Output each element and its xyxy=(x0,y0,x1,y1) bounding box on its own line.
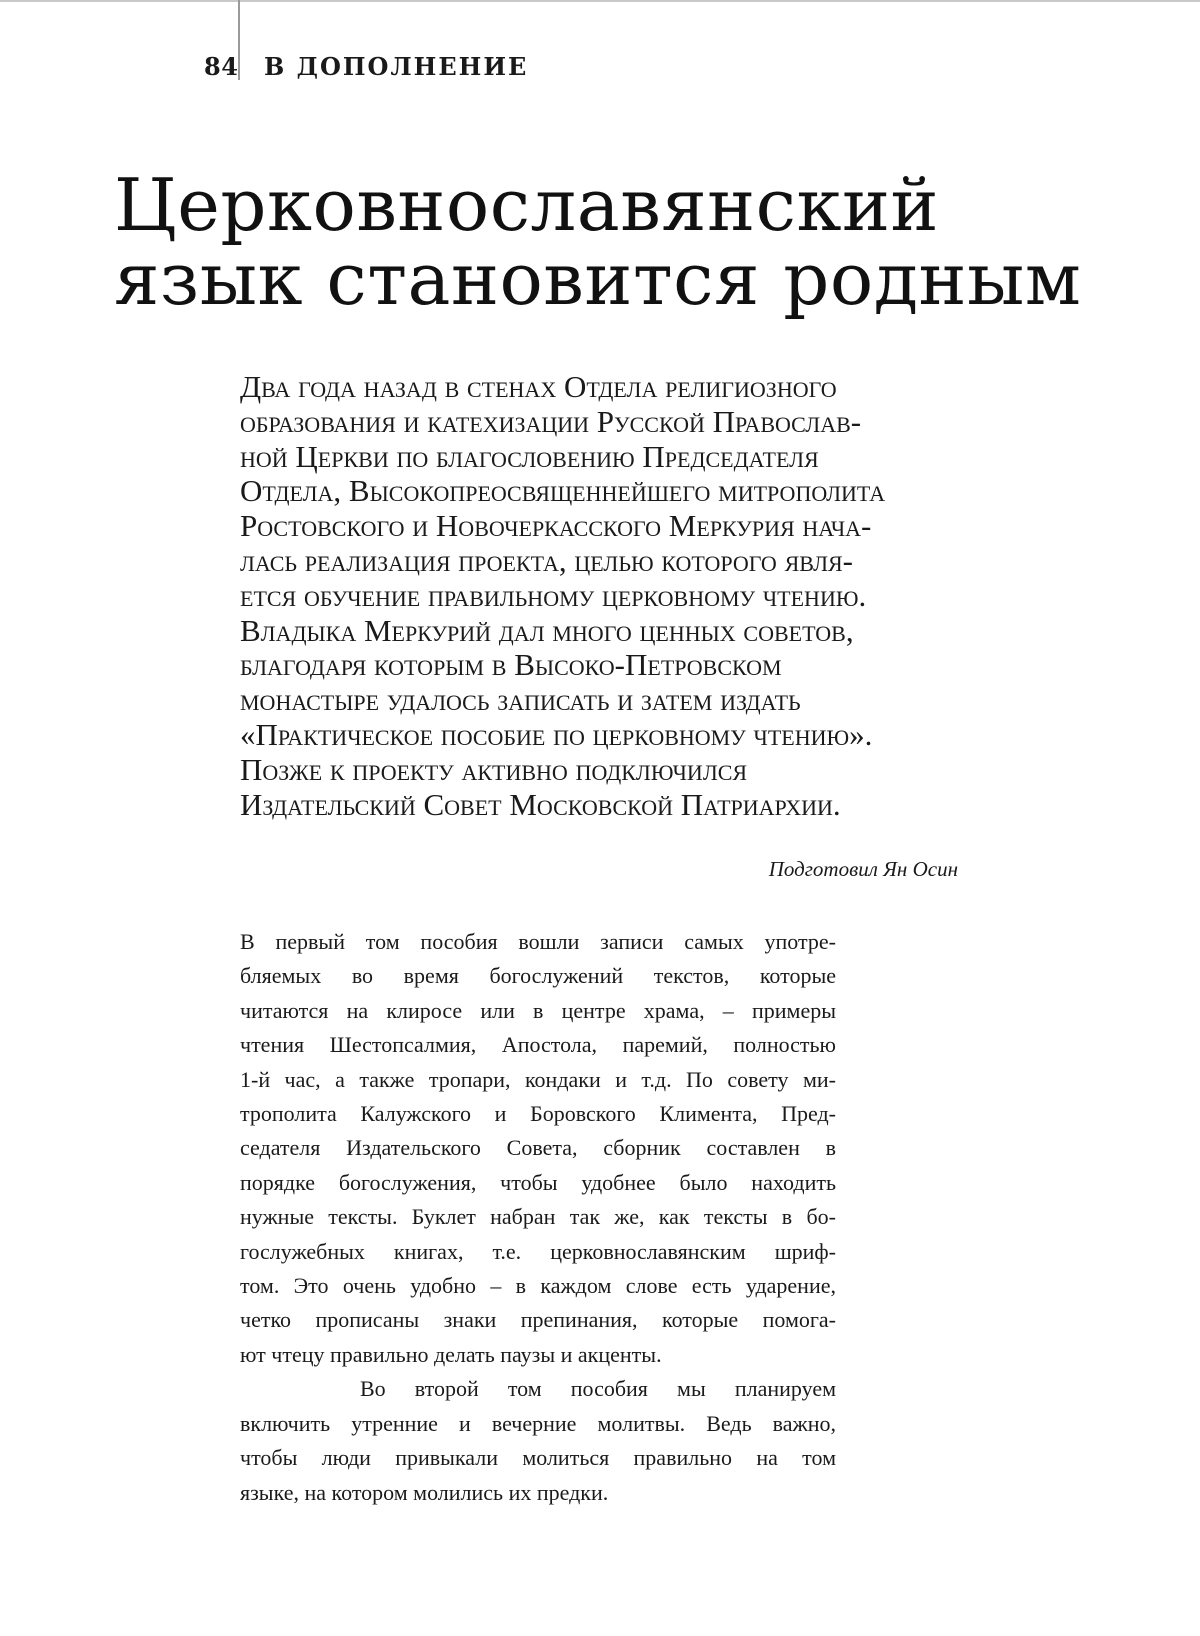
body-line: бляемых во время богослужений текстов, которые xyxy=(240,963,836,989)
lead-line: Отдела, Высокопреосвященнейшего митрополита xyxy=(240,473,886,509)
article-title-line: Церковнославянский xyxy=(114,163,939,247)
body-line: нужные тексты. Буклет набран так же, как тексты в бо- xyxy=(240,1204,836,1230)
body-line: Во второй том пособия мы планируем xyxy=(360,1376,836,1402)
lead-line: Ростовского и Новочеркасского Меркурия нача- xyxy=(240,508,872,544)
top-border-rule xyxy=(0,0,1200,2)
lead-line: Владыка Меркурий дал много ценных советов, xyxy=(240,612,854,648)
body-line: том. Это очень удобно – в каждом слове есть ударение, xyxy=(240,1273,836,1299)
lead-line: Позже к проекту активно подключился xyxy=(240,751,748,787)
lead-line: благодаря которым в Высоко-Петровском xyxy=(240,647,782,683)
lead-line: Два года назад в стенах Отдела религиозного xyxy=(240,369,837,404)
lead-line: ной Церкви по благословению Председателя xyxy=(240,438,819,474)
body-line: читаются на клиросе или в центре храма, – примеры xyxy=(240,997,836,1023)
body-line: гослужебных книгах, т.е. церковнославянским шриф- xyxy=(240,1238,836,1264)
body-line: В первый том пособия вошли записи самых употре- xyxy=(240,929,836,954)
body-line: чтобы люди привыкали молиться правильно на том xyxy=(240,1445,836,1471)
body-line: порядке богослужения, чтобы удобнее было находить xyxy=(240,1169,836,1195)
section-title: В ДОПОЛНЕНИЕ xyxy=(264,52,529,81)
lead-line: лась реализация проекта, целью которого явля- xyxy=(240,542,853,578)
lead-line: Издательский Совет Московской Патриархии. xyxy=(240,786,841,822)
body-line: четко прописаны знаки препинания, которые помога- xyxy=(240,1307,836,1333)
body-line: языке, на котором молились их предки. xyxy=(240,1479,609,1505)
byline: Подготовил Ян Осин xyxy=(768,857,958,881)
lead-line: «Практическое пособие по церковному чтению». xyxy=(240,716,873,752)
lead-line: монастыре удалось записать и затем издать xyxy=(240,682,801,718)
lead-line: образования и катехизации Русской Православ- xyxy=(240,403,862,439)
body-line: включить утренние и вечерние молитвы. Ведь важно, xyxy=(240,1410,836,1436)
body-line: трополита Калужского и Боровского Климента, Пред- xyxy=(240,1101,836,1127)
lead-line: ется обучение правильному церковному чтению. xyxy=(240,577,867,613)
article-title xyxy=(114,163,1134,321)
body-line: седателя Издательского Совета, сборник составлен в xyxy=(240,1135,836,1161)
article-title-line: язык становится родным xyxy=(114,237,1082,321)
page-number: 84 xyxy=(204,52,239,81)
running-head xyxy=(204,52,528,81)
body-line: 1-й час, а также тропари, кондаки и т.д. По совету ми- xyxy=(240,1066,836,1092)
lead-paragraph xyxy=(240,370,1000,822)
body-line: ют чтецу правильно делать паузы и акценты. xyxy=(240,1341,662,1367)
body-text xyxy=(240,925,836,1510)
body-line: чтения Шестопсалмия, Апостола, паремий, полностью xyxy=(240,1032,836,1058)
